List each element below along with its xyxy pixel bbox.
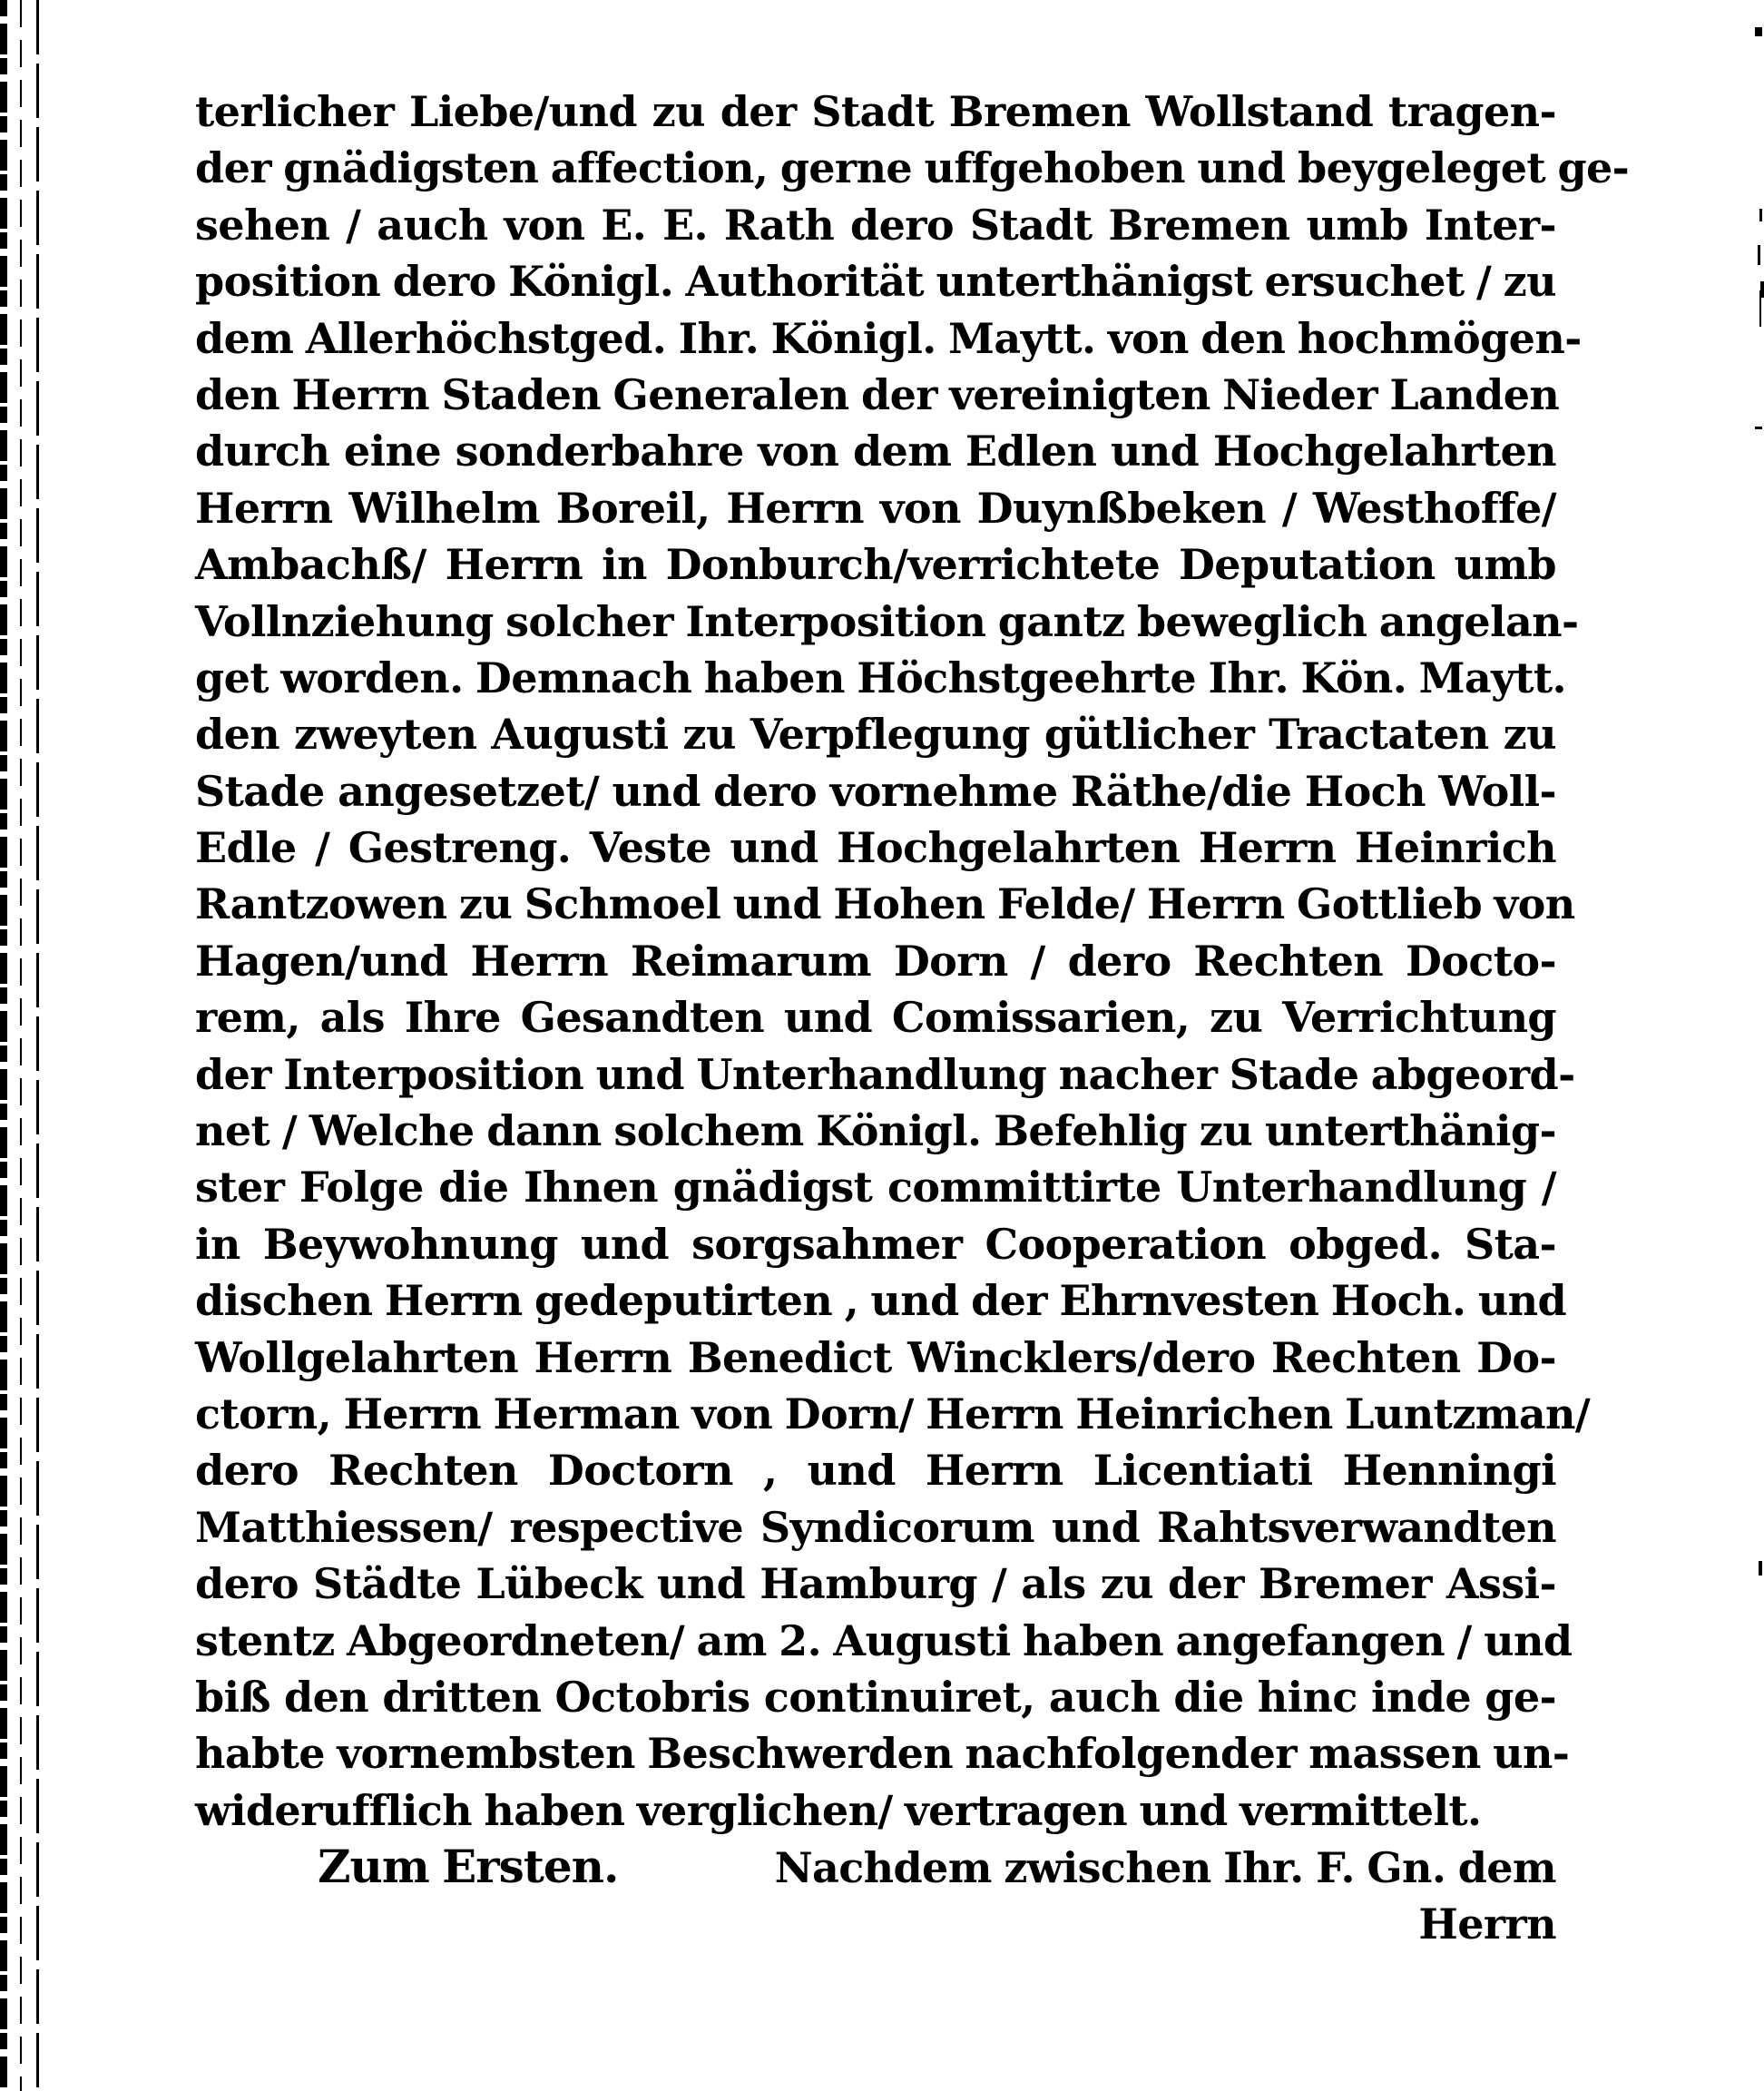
scan-artifact-line <box>20 0 22 2091</box>
text-line: position dero Königl. Authorität unterthänigst ersuchet / zu <box>195 257 1556 307</box>
text-line: sehen / auch von E. E. Rath dero Stadt Bremen umb Inter- <box>195 200 1556 250</box>
text-line: in Beywohnung und sorgsahmer Cooperation obged. Sta- <box>195 1219 1556 1269</box>
text-line: Matthiessen/ respective Syndicorum und Rahtsverwandten <box>195 1502 1556 1552</box>
catchword: Herrn <box>1418 1899 1556 1949</box>
section-heading-text: Nachdem zwischen Ihr. F. Gn. dem <box>774 1843 1556 1893</box>
section-heading <box>195 1839 1556 1895</box>
text-line: dischen Herrn gedeputirten , und der Ehrnvesten Hoch. und <box>195 1276 1567 1326</box>
text-line: Wollgelahrten Herrn Benedict Wincklers/dero Rechten Do- <box>195 1332 1556 1382</box>
text-line: durch eine sonderbahre von dem Edlen und Hochgelahrten <box>195 427 1556 476</box>
text-line: net / Welche dann solchem Königl. Befehlig zu unterthänig- <box>195 1106 1556 1156</box>
text-line: Stade angesetzet/ und dero vornehme Räthe/die Hoch Woll- <box>195 766 1556 816</box>
text-line: habte vornembsten Beschwerden nachfolgender massen un- <box>195 1729 1570 1779</box>
text-line: den Herrn Staden Generalen der vereinigten Nieder Landen <box>195 369 1560 419</box>
document-page <box>195 83 1630 1952</box>
text-line: Vollnziehung solcher Interposition gantz beweglich angelan- <box>195 596 1579 646</box>
text-line: der Interposition und Unterhandlung nacher Stade abgeord- <box>195 1049 1575 1099</box>
text-line: der gnädigsten affection, gerne uffgehoben und beygeleget ge- <box>195 143 1630 193</box>
text-line: Edle / Gestreng. Veste und Hochgelahrten Herrn Heinrich <box>195 823 1556 873</box>
text-line: biß den dritten Octobris continuiret, auch die hinc inde ge- <box>195 1672 1556 1722</box>
text-line: dero Rechten Doctorn , und Herrn Licentiati Henningi <box>195 1446 1556 1496</box>
text-line: den zweyten Augusti zu Verpflegung gütlicher Tractaten zu <box>195 710 1556 760</box>
scan-edge-left <box>0 0 7 2091</box>
text-line: get worden. Demnach haben Höchstgeehrte Ihr. Kön. Maytt. <box>195 653 1566 702</box>
text-line: ctorn, Herrn Herman von Dorn/ Herrn Heinrichen Luntzman/ <box>195 1389 1591 1438</box>
text-line: terlicher Liebe/und zu der Stadt Bremen Wollstand tragen- <box>195 87 1556 136</box>
scan-artifact-line <box>36 0 39 2091</box>
text-line: ster Folge die Ihnen gnädigst committirte Unterhandlung / <box>195 1163 1556 1212</box>
text-line: widerufflich haben verglichen/ vertragen und vermittelt. <box>195 1785 1482 1835</box>
text-line: Herrn Wilhelm Boreil, Herrn von Duynßbeken / Westhoffe/ <box>195 483 1556 533</box>
text-line: dero Städte Lübeck und Hamburg / als zu der Bremer Assi- <box>195 1559 1556 1609</box>
text-line: rem, als Ihre Gesandten und Comissarien, zu Verrichtung <box>195 993 1556 1043</box>
text-line: Hagen/und Herrn Reimarum Dorn / dero Rechten Docto- <box>195 936 1556 986</box>
text-line: Rantzowen zu Schmoel und Hohen Felde/ Herrn Gottlieb von <box>195 879 1575 929</box>
text-line: Ambachß/ Herrn in Donburch/verrichtete Deputation umb <box>195 540 1556 590</box>
section-heading-lead: Zum Ersten. <box>318 1840 619 1894</box>
scan-artifact-specks <box>1753 18 1764 1742</box>
text-line: dem Allerhöchstged. Ihr. Königl. Maytt. von den hochmögen- <box>195 313 1582 363</box>
text-line: stentz Abgeordneten/ am 2. Augusti haben angefangen / und <box>195 1615 1573 1665</box>
